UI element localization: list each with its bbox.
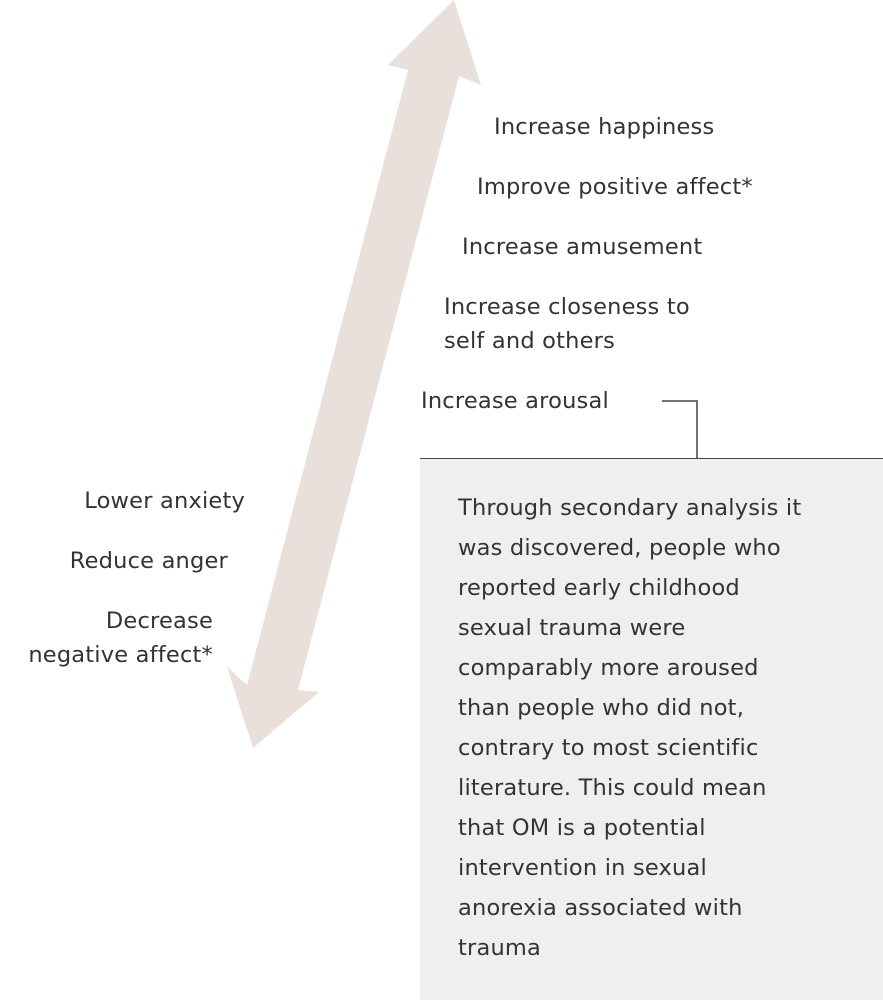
positive-effect-label: Increase arousal [421,388,609,414]
callout-line: contrary to most scientific [458,735,759,761]
callout-line: literature. This could mean [458,775,767,801]
negative-effect-label: Decrease negative affect* [28,608,213,668]
callout-line: Through secondary analysis it [458,495,802,521]
negative-effect-label: Lower anxiety [84,488,245,514]
positive-effect-label: Increase happiness [494,114,715,140]
callout-line: reported early childhood [458,575,740,601]
callout-line: that OM is a potential [458,815,706,841]
callout-line: than people who did not, [458,695,745,721]
positive-effect-label: Improve positive affect* [477,174,753,200]
callout-text [458,488,868,968]
callout-line: trauma [458,935,542,961]
negative-effect-label: Reduce anger [69,548,228,574]
positive-effect-label: Increase amusement [462,234,703,260]
callout-line: comparably more aroused [458,655,759,681]
callout-line: was discovered, people who [458,535,781,561]
callout-line: sexual trauma were [458,615,686,641]
callout-line: intervention in sexual [458,855,707,881]
callout-line: anorexia associated with [458,895,743,921]
positive-effect-label: Increase closeness to self and others [444,294,690,354]
callout-connector-line [662,401,697,458]
